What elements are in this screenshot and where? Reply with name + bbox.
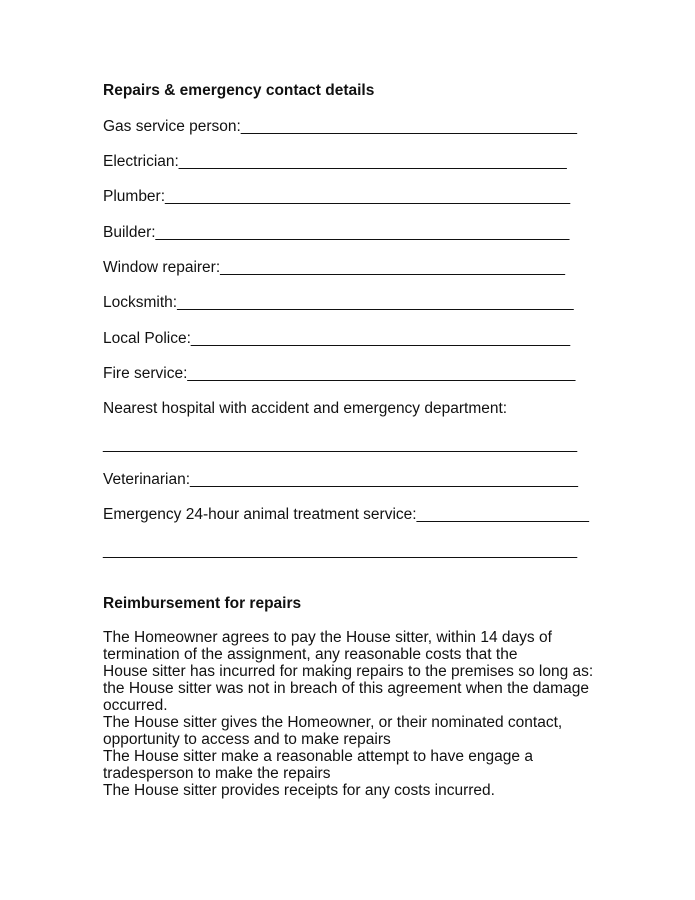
gas-service-field: Gas service person:_______________________________________	[103, 118, 578, 135]
reimbursement-line: the House sitter was not in breach of this agreement when the damage	[103, 680, 589, 697]
reimbursement-line: The Homeowner agrees to pay the House sitter, within 14 days of	[103, 629, 552, 646]
reimbursement-line: The House sitter provides receipts for any costs incurred.	[103, 782, 495, 799]
reimbursement-line: The House sitter make a reasonable attempt to have engage a	[103, 748, 533, 765]
animal-service-blank-line: _______________________________________________________	[103, 542, 578, 559]
reimbursement-line: The House sitter gives the Homeowner, or their nominated contact,	[103, 714, 563, 731]
animal-service-field: Emergency 24-hour animal treatment service:____________________	[103, 506, 589, 523]
hospital-label: Nearest hospital with accident and emergency department:	[103, 400, 508, 417]
reimbursement-line: tradesperson to make the repairs	[103, 765, 331, 782]
reimbursement-paragraph	[103, 629, 623, 799]
electrician-field: Electrician:_____________________________________________	[103, 153, 567, 170]
reimbursement-heading: Reimbursement for repairs	[103, 595, 302, 612]
plumber-field: Plumber:_______________________________________________	[103, 188, 571, 205]
reimbursement-line: House sitter has incurred for making repairs to the premises so long as:	[103, 663, 594, 680]
hospital-blank-line: _______________________________________________________	[103, 436, 578, 453]
window-repairer-field: Window repairer:________________________________________	[103, 259, 565, 276]
reimbursement-line: termination of the assignment, any reasonable costs that the	[103, 646, 518, 663]
local-police-field: Local Police:____________________________________________	[103, 330, 571, 347]
veterinarian-field: Veterinarian:_____________________________________________	[103, 471, 578, 488]
reimbursement-line: occurred.	[103, 697, 168, 714]
contacts-heading: Repairs & emergency contact details	[103, 82, 375, 99]
builder-field: Builder:________________________________________________	[103, 224, 570, 241]
fire-service-field: Fire service:_____________________________________________	[103, 365, 576, 382]
reimbursement-line: opportunity to access and to make repairs	[103, 731, 391, 748]
locksmith-field: Locksmith:______________________________________________	[103, 294, 574, 311]
